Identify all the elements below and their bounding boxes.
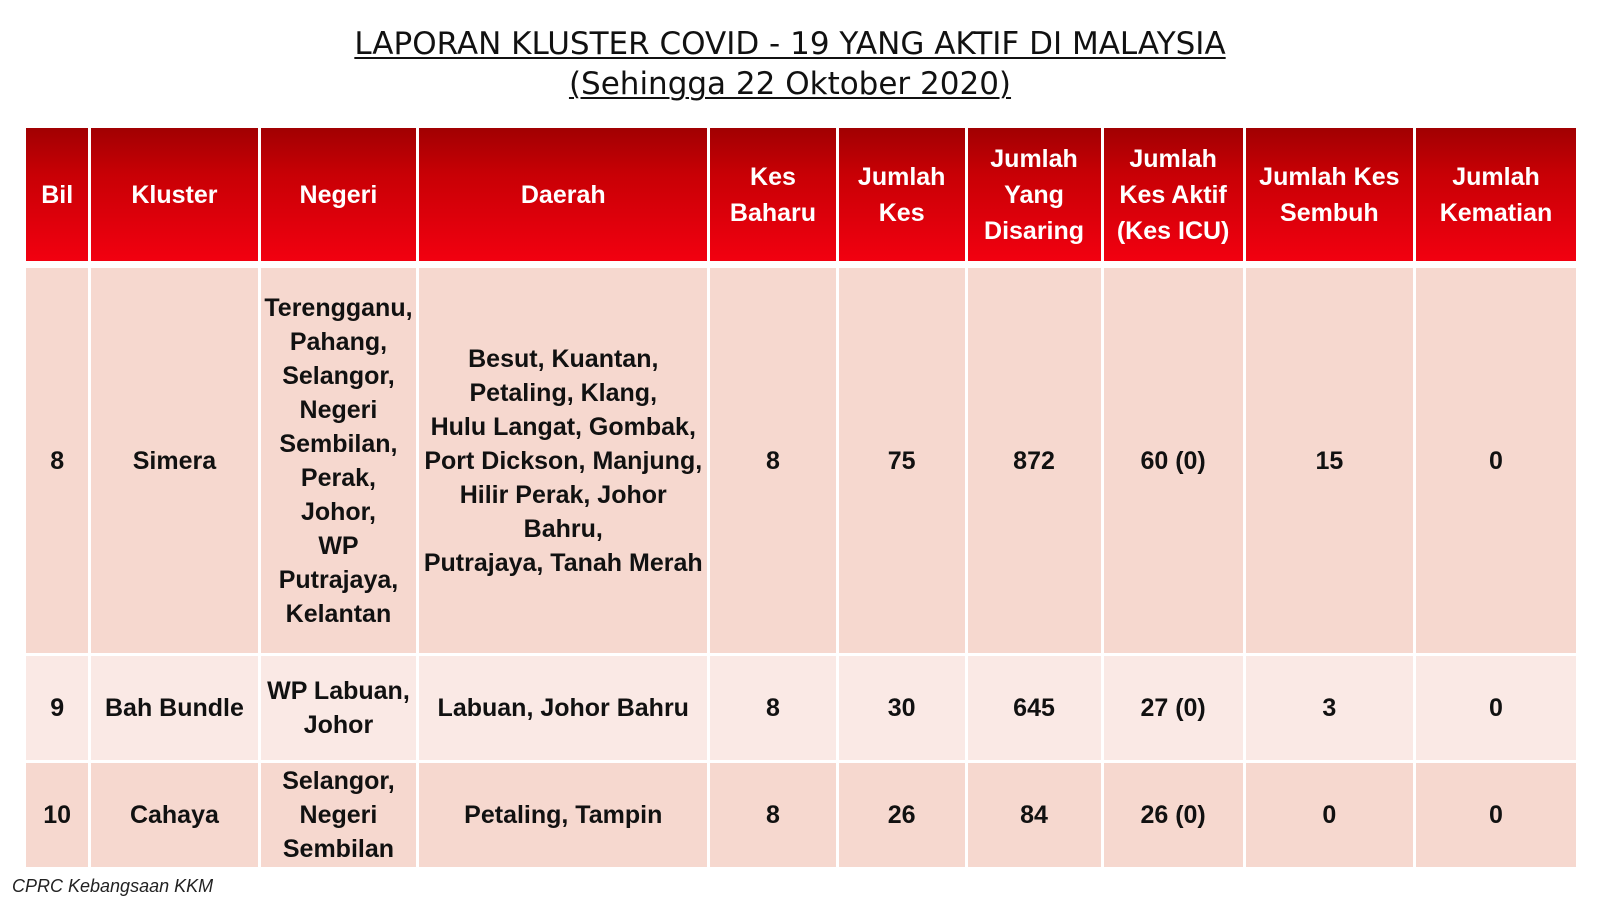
header-negeri: Negeri — [261, 128, 417, 268]
cell-kes-baharu: 8 — [710, 268, 836, 656]
cell-jumlah-kematian: 0 — [1416, 763, 1576, 870]
cell-bil: 8 — [26, 268, 88, 656]
cell-jumlah-disaring: 872 — [968, 268, 1101, 656]
cell-kluster: Cahaya — [91, 763, 257, 870]
cell-jumlah-kes-sembuh: 0 — [1246, 763, 1413, 870]
cell-jumlah-kematian: 0 — [1416, 268, 1576, 656]
cell-negeri: Terengganu, Pahang, Selangor, Negeri Sembilan, Perak, Johor, WP Putrajaya, Kelantan — [261, 268, 417, 656]
cell-kes-baharu: 8 — [710, 763, 836, 870]
cell-jumlah-kes: 30 — [839, 656, 965, 763]
report-title-date: (Sehingga 22 Oktober 2020) — [568, 66, 1012, 102]
header-jumlah-disaring: Jumlah Yang Disaring — [968, 128, 1101, 268]
cell-jumlah-disaring: 84 — [968, 763, 1101, 870]
header-kluster: Kluster — [91, 128, 257, 268]
cell-jumlah-kes-sembuh: 15 — [1246, 268, 1413, 656]
cell-daerah: Petaling, Tampin — [419, 763, 707, 870]
cell-kes-baharu: 8 — [710, 656, 836, 763]
report-title — [0, 24, 1580, 104]
report-title-line1: LAPORAN KLUSTER COVID - 19 YANG AKTIF DI MALAYSIA — [354, 26, 1226, 62]
cell-bil: 9 — [26, 656, 88, 763]
table-row — [26, 268, 1576, 656]
cell-jumlah-kes: 75 — [839, 268, 965, 656]
source-footnote: CPRC Kebangsaan KKM — [12, 876, 214, 896]
header-daerah: Daerah — [419, 128, 707, 268]
cell-jumlah-kematian: 0 — [1416, 656, 1576, 763]
cell-jumlah-kes-aktif: 27 (0) — [1104, 656, 1243, 763]
cell-daerah: Besut, Kuantan, Petaling, Klang, Hulu Langat, Gombak, Port Dickson, Manjung, Hilir Perak, Johor Bahru, Putrajaya, Tanah Merah — [419, 268, 707, 656]
header-jumlah-kematian: Jumlah Kematian — [1416, 128, 1576, 268]
header-jumlah-kes-aktif: Jumlah Kes Aktif (Kes ICU) — [1104, 128, 1243, 268]
table-header-row — [26, 128, 1576, 268]
cell-jumlah-kes-aktif: 26 (0) — [1104, 763, 1243, 870]
cluster-table — [23, 128, 1579, 870]
cell-kluster: Bah Bundle — [91, 656, 257, 763]
header-jumlah-kes-sembuh: Jumlah Kes Sembuh — [1246, 128, 1413, 268]
cell-kluster: Simera — [91, 268, 257, 656]
cell-daerah: Labuan, Johor Bahru — [419, 656, 707, 763]
cell-bil: 10 — [26, 763, 88, 870]
cell-jumlah-kes: 26 — [839, 763, 965, 870]
header-kes-baharu: Kes Baharu — [710, 128, 836, 268]
table-row — [26, 763, 1576, 870]
cell-jumlah-kes-aktif: 60 (0) — [1104, 268, 1243, 656]
header-jumlah-kes: Jumlah Kes — [839, 128, 965, 268]
cell-jumlah-disaring: 645 — [968, 656, 1101, 763]
header-bil: Bil — [26, 128, 88, 268]
cell-negeri: Selangor, Negeri Sembilan — [261, 763, 417, 870]
cell-jumlah-kes-sembuh: 3 — [1246, 656, 1413, 763]
table-row — [26, 656, 1576, 763]
cell-negeri: WP Labuan, Johor — [261, 656, 417, 763]
